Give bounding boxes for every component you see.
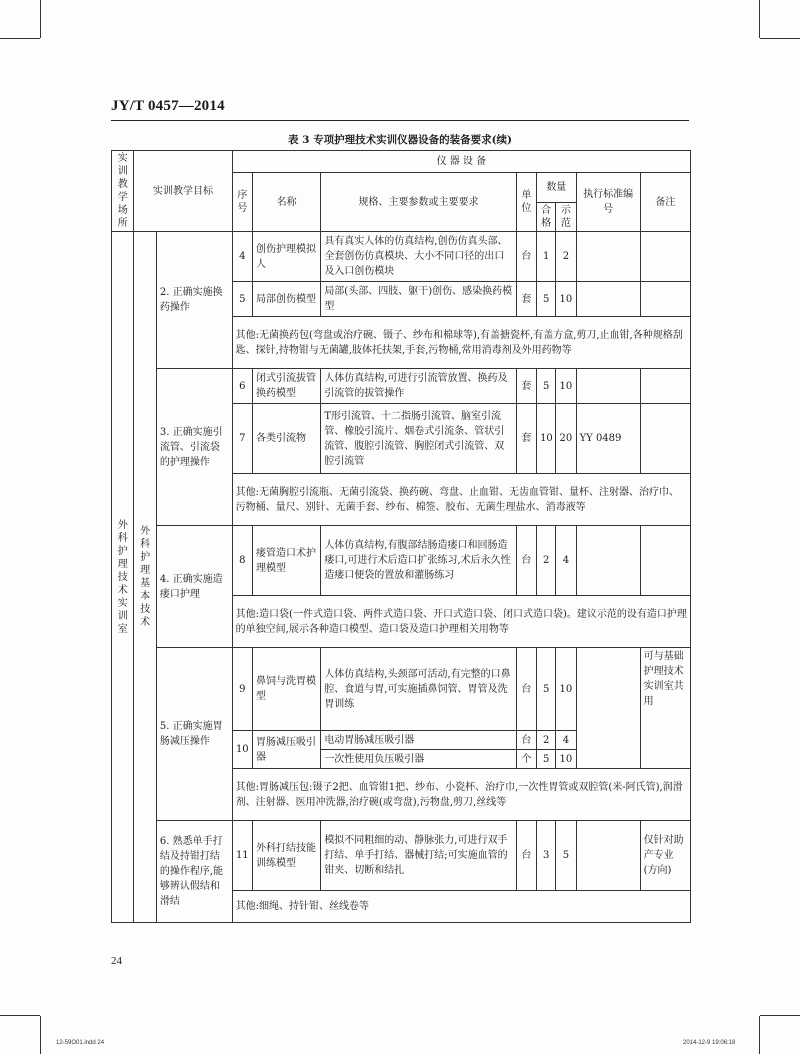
table-title: 表 3 专项护理技术实训仪器设备的装备要求(续) [287,134,513,146]
header-standard: 执行标准编号 [576,173,640,232]
name-cell: 闭式引流拔管换药模型 [252,369,320,404]
demo-cell: 5 [556,821,576,891]
header-goal: 实训教学目标 [134,151,232,232]
note-cell: 仅针对助产专业(方向) [640,821,690,891]
unit-cell: 台 [516,648,536,731]
demo-cell: 4 [556,526,576,596]
training-category: 外科护理基本技术 [134,232,156,923]
spec-cell: 模拟不同粗细的动、静脉张力,可进行双手打结、单手打结、器械打结;可实施血管的钳夹、切断和结扎 [321,821,516,891]
header-name: 名称 [252,173,320,232]
other-items-cell: 其他:细绳、持针钳、丝线卷等 [232,891,690,923]
header-spec: 规格、主要参数或主要要求 [321,173,516,232]
standard-cell [576,821,640,891]
crop-mark [40,1016,41,1054]
header-seq: 序号 [232,173,252,232]
seq-cell: 10 [232,731,252,769]
spec-cell: 一次性使用负压吸引器 [321,750,516,769]
demo-cell: 2 [556,232,576,282]
crop-mark [760,1015,800,1016]
crop-mark [760,38,800,39]
demo-cell: 10 [556,750,576,769]
spec-cell: 人体仿真结构,可进行引流管放置、换药及引流管的拔管操作 [321,369,516,404]
name-cell: 创伤护理模拟人 [252,232,320,282]
seq-cell: 4 [232,232,252,282]
header-equipment: 仪 器 设 备 [232,151,690,173]
qualified-cell: 5 [537,648,556,731]
qualified-cell: 5 [537,750,556,769]
note-cell [640,282,690,317]
demo-cell: 10 [556,282,576,317]
note-cell [640,369,690,404]
header-rule [111,120,689,121]
crop-mark [0,1015,40,1016]
qualified-cell: 5 [537,282,556,317]
demo-cell: 10 [556,369,576,404]
goal-cell: 4. 正确实施造瘘口护理 [156,526,232,648]
unit-cell: 台 [516,232,536,282]
training-place: 外科护理技术实训室 [112,232,134,923]
standard-cell [576,232,640,282]
spec-cell: 具有真实人体的仿真结构,创伤仿真头部、全套创伤仿真模块、大小不同口径的出口及入口创伤模块 [321,232,516,282]
other-items-cell: 其他:无菌换药包(弯盘或治疗碗、镊子、纱布和棉球等),有盖搪瓷杯,有盖方盒,剪刀,止血钳,各种规格刮匙、探针,持物钳与无菌罐,肢体托扶架,手套,污物桶,常用消毒剂及外用药物等 [232,317,690,369]
unit-cell: 套 [516,404,536,474]
header-demo: 示范 [556,203,576,232]
seq-cell: 8 [232,526,252,596]
page-number: 24 [111,955,122,967]
print-file-info: 12-59O01.indd 24 [56,1040,105,1046]
standard-cell [576,648,640,769]
goal-cell: 5. 正确实施胃肠减压操作 [156,648,232,821]
name-cell: 瘘管造口术护理模型 [252,526,320,596]
qualified-cell: 10 [537,404,556,474]
goal-cell: 2. 正确实施换药操作 [156,232,232,369]
note-cell [640,404,690,474]
unit-cell: 台 [516,731,536,750]
name-cell: 外科打结技能训练模型 [252,821,320,891]
equipment-table [111,150,691,923]
spec-cell: 电动胃肠减压吸引器 [321,731,516,750]
crop-mark [40,0,41,38]
note-cell [640,232,690,282]
document-code: JY/T 0457—2014 [111,98,225,114]
qualified-cell: 3 [537,821,556,891]
print-timestamp: 2014-12-9 19:06:18 [683,1040,736,1046]
unit-cell: 台 [516,526,536,596]
unit-cell: 套 [516,369,536,404]
demo-cell: 4 [556,731,576,750]
demo-cell: 10 [556,648,576,731]
spec-cell: 人体仿真结构,有腹部结肠造瘘口和回肠造瘘口,可进行术后造口扩张练习,术后永久性造瘘口便袋的置放和灌肠练习 [321,526,516,596]
header-unit: 单位 [516,173,536,232]
crop-mark [759,0,760,38]
note-cell: 可与基础护理技术实训室共用 [640,648,690,769]
header-quantity: 数量 [537,173,577,203]
standard-cell [576,282,640,317]
crop-mark [0,38,40,39]
demo-cell: 20 [556,404,576,474]
seq-cell: 11 [232,821,252,891]
goal-cell: 3. 正确实施引流管、引流袋的护理操作 [156,369,232,526]
name-cell: 各类引流物 [252,404,320,474]
seq-cell: 5 [232,282,252,317]
other-items-cell: 其他:无菌胸腔引流瓶、无菌引流袋、换药碗、弯盘、止血钳、无齿血管钳、量杯、注射器、治疗巾、污物桶、量尺、别针、无菌手套、纱布、棉签、胶布、无菌生理盐水、消毒液等 [232,474,690,526]
seq-cell: 9 [232,648,252,731]
qualified-cell: 2 [537,731,556,750]
seq-cell: 7 [232,404,252,474]
name-cell: 局部创伤模型 [252,282,320,317]
qualified-cell: 1 [537,232,556,282]
name-cell: 鼻饲与洗胃模型 [252,648,320,731]
standard-cell [576,369,640,404]
header-note: 备注 [640,173,690,232]
qualified-cell: 2 [537,526,556,596]
spec-cell: T形引流管、十二指肠引流管、脑室引流管、橡胶引流片、烟卷式引流条、管状引流管、腹腔引流管、胸腔闭式引流管、双腔引流管 [321,404,516,474]
other-items-cell: 其他:造口袋(一件式造口袋、两件式造口袋、开口式造口袋、闭口式造口袋)。建议示范的设有造口护理的单独空间,展示各种造口模型、造口袋及造口护理相关用物等 [232,596,690,648]
spec-cell: 人体仿真结构,头颈部可活动,有完整的口鼻腔、食道与胃,可实施插鼻饲管、胃管及洗胃训练 [321,648,516,731]
note-cell [640,526,690,596]
name-cell: 胃肠减压吸引器 [252,731,320,769]
unit-cell: 套 [516,282,536,317]
other-items-cell: 其他:胃肠减压包:镊子2把、血管钳1把、纱布、小瓷杯、治疗巾,一次性胃管或双腔管(米-阿氏管),润滑剂、注射器、医用冲洗器,治疗碗(或弯盘),污物盘,剪刀,丝线等 [232,769,690,821]
crop-mark [759,1016,760,1054]
spec-cell: 局部(头部、四肢、躯干)创伤、感染换药模型 [321,282,516,317]
unit-cell: 台 [516,821,536,891]
header-qualified: 合格 [537,203,556,232]
header-place: 实训教学场所 [112,151,134,232]
seq-cell: 6 [232,369,252,404]
standard-cell [576,526,640,596]
standard-cell: YY 0489 [576,404,640,474]
unit-cell: 个 [516,750,536,769]
goal-cell: 6. 熟悉单手打结及持钳打结的操作程序,能够辨认假结和滑结 [156,821,232,923]
qualified-cell: 5 [537,369,556,404]
